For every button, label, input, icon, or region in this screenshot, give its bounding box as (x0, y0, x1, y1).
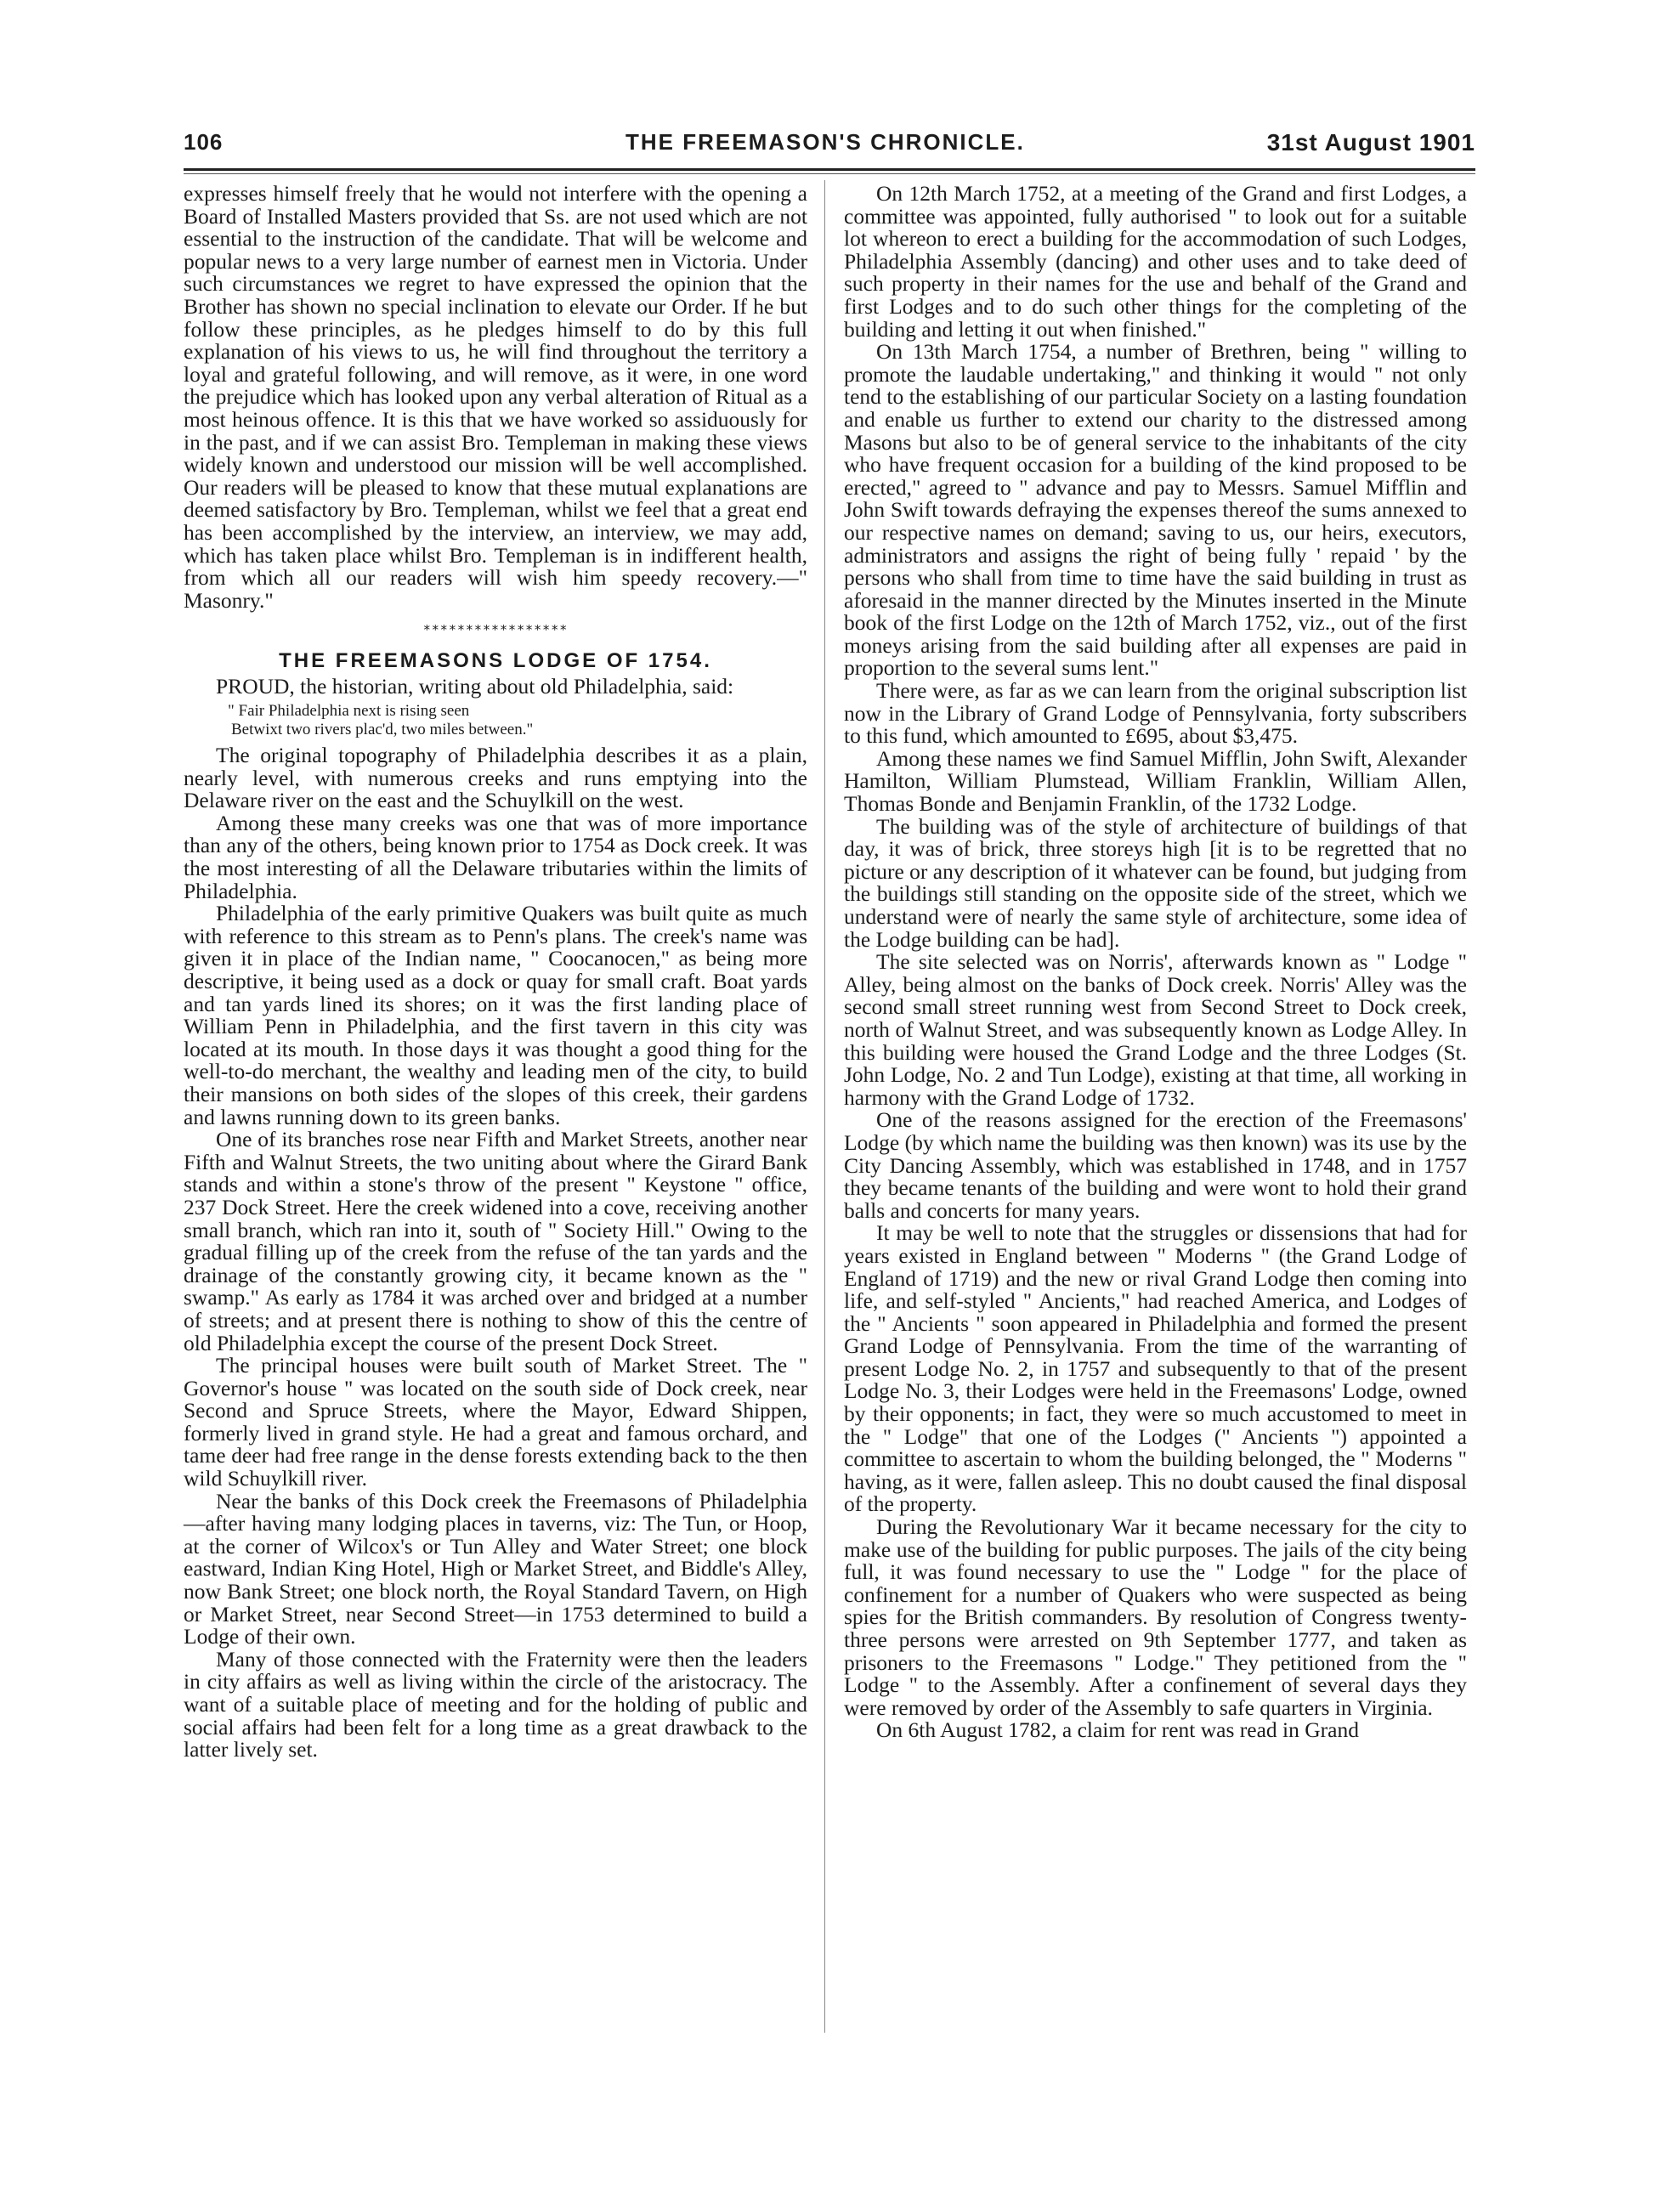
paragraph: One of the reasons assigned for the erection of the Freemasons' Lodge (by which name the building was then known) was its use by the City Dancing Assembly, which was established in 1748, and in 1757 they became tenants of the building and were wont to hold their grand balls and concerts for many years. (844, 1107, 1467, 1223)
section-separator: ***************** (422, 622, 569, 638)
column-divider (824, 180, 825, 2033)
paragraph: Among these names we find Samuel Mifflin, John Swift, Alexander Hamilton, William Plumstead, William Franklin, William Allen, Thomas Bonde and Benjamin Franklin, of the 1732 Lodge. (844, 745, 1467, 817)
paragraph: During the Revolutionary War it became necessary for the city to make use of the building for public purposes. The jails of the city being full, it was found necessary to use the " Lodge " for the place of confinement for a number of Quakers who were suspected as being spies for the British commanders. By resolution of Congress twenty-three persons were arrested on 9th September 1777, and taken as prisoners to the Freemasons " Lodge." They petitioned from the " Lodge " to the Assembly. After a confinement of several days they were removed by order of the Assembly to safe quarters in Virginia. (844, 1514, 1467, 1720)
paragraph: expresses himself freely that he would not interfere with the opening a Board of Installed Masters provided that Ss. are not used which are not essential to the instruction of the candidate. That will be welcome and popular news to a very large number of earnest men in Victoria. Under such circumstances we regret to have expressed the opinion that the Brother has shown no special inclination to elevate our Order. If he but follow these principles, as he pledges himself to do by this full explanation of his views to us, he will find throughout the territory a loyal and grateful following, and will remove, as it were, in one word the prejudice which has looked upon any verbal alteration of Ritual as a most heinous offence. It is this that we have worked so assiduously for in the past, and if we can assist Bro. Templeman in making these views widely known and understood our mission will be well accomplished. Our readers will be pleased to know that these mutual explanations are deemed satisfactory by Bro. Templeman, whilst we feel that a great end has been accomplished by the interview, an interview, we may add, which has taken place whilst Bro. Templeman is in indifferent health, from which all our readers will wish him speedy recovery.—" Masonry." (184, 181, 807, 613)
paragraph: The building was of the style of architecture of buildings of that day, it was of brick, three storeys high [it is to be regretted that no picture or any description of it whatever can be found, but judging from the buildings still standing on the opposite side of the street, which we understand were of nearly the same style of architecture, some idea of the Lodge building can be had]. (844, 813, 1467, 952)
left-column (184, 183, 807, 1762)
header-rule (184, 168, 1475, 171)
paragraph: Among these many creeks was one that was of more importance than any of the others, being known prior to 1754 as Dock creek. It was the most interesting of all the Delaware tributaries within the limits of Philadelphia. (184, 810, 807, 903)
header-rule-thin (184, 173, 1475, 174)
article-heading: THE FREEMASONS LODGE OF 1754. (279, 648, 712, 672)
paragraph: The original topography of Philadelphia describes it as a plain, nearly level, with numerous creeks and runs emptying into the Delaware river on the east and the Schuylkill on the west. (184, 743, 807, 813)
paragraph: The principal houses were built south of Market Street. The " Governor's house " was located on the south side of Dock creek, near Second and Spruce Streets, where the Mayor, Edward Shippen, formerly lived in grand style. He had a great and famous orchard, and tame deer had free range in the dense forests extending back to the then wild Schuylkill river. (184, 1353, 807, 1491)
journal-title: THE FREEMASON'S CHRONICLE. (626, 129, 1025, 155)
verse-quote (228, 702, 807, 739)
right-column (844, 183, 1467, 1742)
paragraph: One of its branches rose near Fifth and Market Streets, another near Fifth and Walnut Streets, the two uniting about where the Girard Bank stands and within a stone's throw of the present " Keystone " office, 237 Dock Street. Here the creek widened into a cove, receiving another small branch, which ran into it, south of " Society Hill." Owing to the gradual filling up of the creek from the refuse of the tan yards and the drainage of the constantly growing city, it became known as the " swamp." As early as 1784 it was arched over and bridged at a number of streets; and at present there is nothing to show of this the centre of old Philadelphia except the course of the present Dock Street. (184, 1127, 807, 1355)
paragraph: The site selected was on Norris', afterwards known as " Lodge " Alley, being almost on the banks of Dock creek. Norris' Alley was the second small street running west from Second Street to Dock creek, north of Walnut Street, and was subsequently known as Lodge Alley. In this building were housed the Grand Lodge and the three Lodges (St. John Lodge, No. 2 and Tun Lodge), existing at that time, all working in harmony with the Grand Lodge of 1732. (844, 949, 1467, 1110)
paragraph: Near the banks of this Dock creek the Freemasons of Philadelphia—after having many lodging places in taverns, viz: The Tun, or Hoop, at the corner of Wilcox's or Tun Alley and Water Street; one block eastward, Indian King Hotel, High or Market Street, and Biddle's Alley, now Bank Street; one block north, the Royal Standard Tavern, on High or Market Street, near Second Street—in 1753 determined to build a Lodge of their own. (184, 1488, 807, 1649)
page-number: 106 (184, 129, 224, 155)
paragraph: Many of those connected with the Fraternity were then the leaders in city affairs as well as living within the circle of the aristocracy. The want of a suitable place of meeting and for the holding of public and social affairs had been felt for a long time as a great drawback to the latter lively set. (184, 1646, 807, 1762)
paragraph: PROUD, the historian, writing about old Philadelphia, said: (216, 674, 734, 699)
verse-line: Betwixt two rivers plac'd, two miles between." (231, 721, 534, 739)
verse-line: " Fair Philadelphia next is rising seen (228, 702, 470, 721)
paragraph: On 13th March 1754, a number of Brethren, being " willing to promote the laudable undertaking," and thinking it would " not only tend to the establishing of our particular Society on a lasting foundation and enable us further to extend our charity to the distressed among Masons but also to be of general service to the inhabitants of the city who have frequent occasion for a building of the kind proposed to be erected," agreed to " advance and pay to Messrs. Samuel Mifflin and John Swift towards defraying the expenses thereof the sums annexed to our respective names on demand; saving to us, our heirs, executors, administrators and assigns the right of being fully ' repaid ' by the persons who shall from time to time have the said building in trust as aforesaid in the manner directed by the Minutes inserted in the Minute book of the first Lodge on the 12th of March 1752, viz., out of the first moneys arising from the said building after all expenses are paid in proportion to the several sums lent." (844, 339, 1467, 681)
paragraph: There were, as far as we can learn from the original subscription list now in the Library of Grand Lodge of Pennsylvania, forty subscribers to this fund, which amounted to £695, about $3,475. (844, 678, 1467, 749)
issue-date: 31st August 1901 (1266, 129, 1475, 156)
paragraph: On 12th March 1752, at a meeting of the Grand and first Lodges, a committee was appointed, fully authorised " to look out for a suitable lot whereon to erect a building for the accommodation of such Lodges, Philadelphia Assembly (dancing) and other uses and to take deed of such property in their names for the use and behalf of the Grand and first Lodges and to do such other things for the completing of the building and letting it out when finished." (844, 181, 1467, 342)
page-header (184, 129, 1475, 168)
paragraph: On 6th August 1782, a claim for rent was read in Grand (876, 1717, 1359, 1743)
paragraph: Philadelphia of the early primitive Quakers was built quite as much with reference to this stream as to Penn's plans. The creek's name was given it in place of the Indian name, " Coocanocen," as being more descriptive, it being used as a dock or quay for small craft. Boat yards and tan yards lined its shores; on it was the first landing place of William Penn in Philadelphia, and the first tavern in this city was located at its mouth. In those days it was thought a good thing for the well-to-do merchant, the wealthy and leading men of the city, to build their mansions on both sides of the slopes of this creek, their gardens and lawns running down to its green banks. (184, 901, 807, 1129)
paragraph: It may be well to note that the struggles or dissensions that had for years existed in England between " Moderns " (the Grand Lodge of England of 1719) and the new or rival Grand Lodge then coming into life, and self-styled " Ancients," had reached America, and Lodges of the " Ancients " soon appeared in Philadelphia and formed the present Grand Lodge of Pennsylvania. From the time of the warranting of present Lodge No. 2, in 1757 and subsequently to that of the present Lodge No. 3, their Lodges were held in the Freemasons' Lodge, owned by their opponents; in fact, they were so much accustomed to meet in the " Lodge" that one of the Lodges (" Ancients ") appointed a committee to ascertain to whom the building belonged, the " Moderns " having, as it were, fallen asleep. This no doubt caused the final disposal of the property. (844, 1220, 1467, 1517)
